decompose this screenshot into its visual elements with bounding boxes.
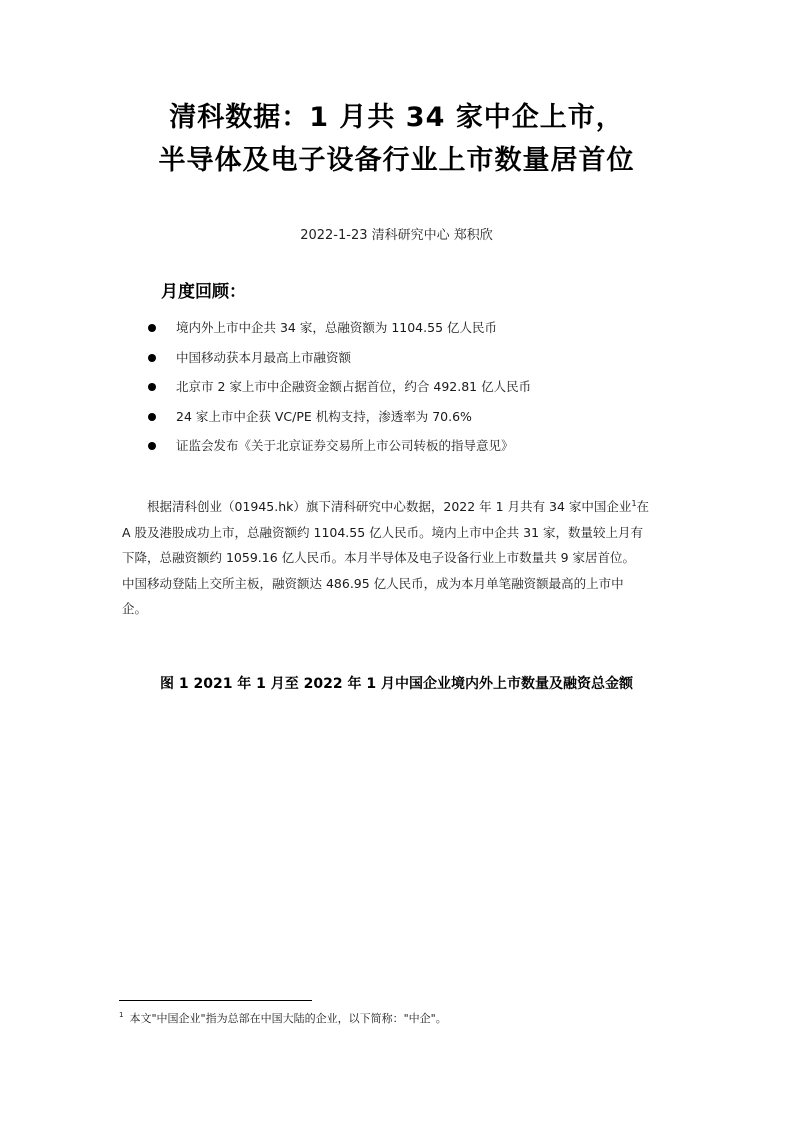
bullet-icon [148, 354, 156, 362]
page-title-line-1: 清科数据：1 月共 34 家中企上市， [169, 102, 624, 133]
list-item [146, 436, 531, 466]
list-item-text: 境内外上市中企共 34 家，总融资额为 1104.55 亿人民币 [176, 320, 497, 335]
list-item-text: 24 家上市中企获 VC/PE 机构支持，渗透率为 70.6% [176, 408, 472, 424]
paragraph-text: 在 [636, 499, 650, 514]
bullet-icon [148, 383, 156, 391]
footnote-mark: 1 [119, 1011, 124, 1020]
paragraph-line-1 [122, 494, 674, 520]
list-item [146, 348, 531, 378]
paragraph-line-5: 企。 [122, 601, 148, 616]
figure-caption: 图 1 2021 年 1 月至 2022 年 1 月中国企业境内外上市数量及融资总金额 [159, 676, 634, 692]
footnote-divider [119, 1000, 312, 1001]
list-item-text: 北京市 2 家上市中企融资金额占据首位，约合 492.81 亿人民币 [176, 379, 532, 394]
bullet-icon [148, 442, 156, 450]
bullet-icon [148, 413, 156, 421]
footnote-text: 本文"中国企业"指为总部在中国大陆的企业，以下简称："中企"。 [129, 1012, 447, 1025]
page-title-line-2: 半导体及电子设备行业上市数量居首位 [158, 145, 635, 176]
list-item-text: 中国移动获本月最高上市融资额 [176, 349, 352, 365]
byline: 2022-1-23 清科研究中心 郑积欣 [300, 228, 493, 243]
footnote-reference[interactable]: 1 [631, 498, 637, 508]
list-item [146, 377, 531, 407]
paragraph-text: 根据清科创业（01945.hk）旗下清科研究中心数据，2022 年 1 月共有 34 家中国企业 [147, 499, 632, 514]
paragraph-line-2: A 股及港股成功上市，总融资额约 1104.55 亿人民币。境内上市中企共 31 家，数量较上月有 [122, 524, 644, 540]
footnote [119, 1010, 447, 1028]
section-heading-monthly-review: 月度回顾： [161, 282, 246, 302]
list-item-text: 证监会发布《关于北京证券交易所上市公司转板的指导意见》 [176, 438, 514, 453]
bullet-icon [148, 324, 156, 332]
paragraph-line-3: 下降，总融资额约 1059.16 亿人民币。本月半导体及电子设备行业上市数量共 9 家居首位。 [122, 550, 636, 565]
body-paragraph [122, 494, 674, 622]
list-item [146, 407, 531, 437]
paragraph-line-4: 中国移动登陆上交所主板，融资额达 486.95 亿人民币，成为本月单笔融资额最高的上市中 [122, 575, 624, 591]
list-item [146, 318, 531, 348]
highlights-list [146, 318, 531, 466]
